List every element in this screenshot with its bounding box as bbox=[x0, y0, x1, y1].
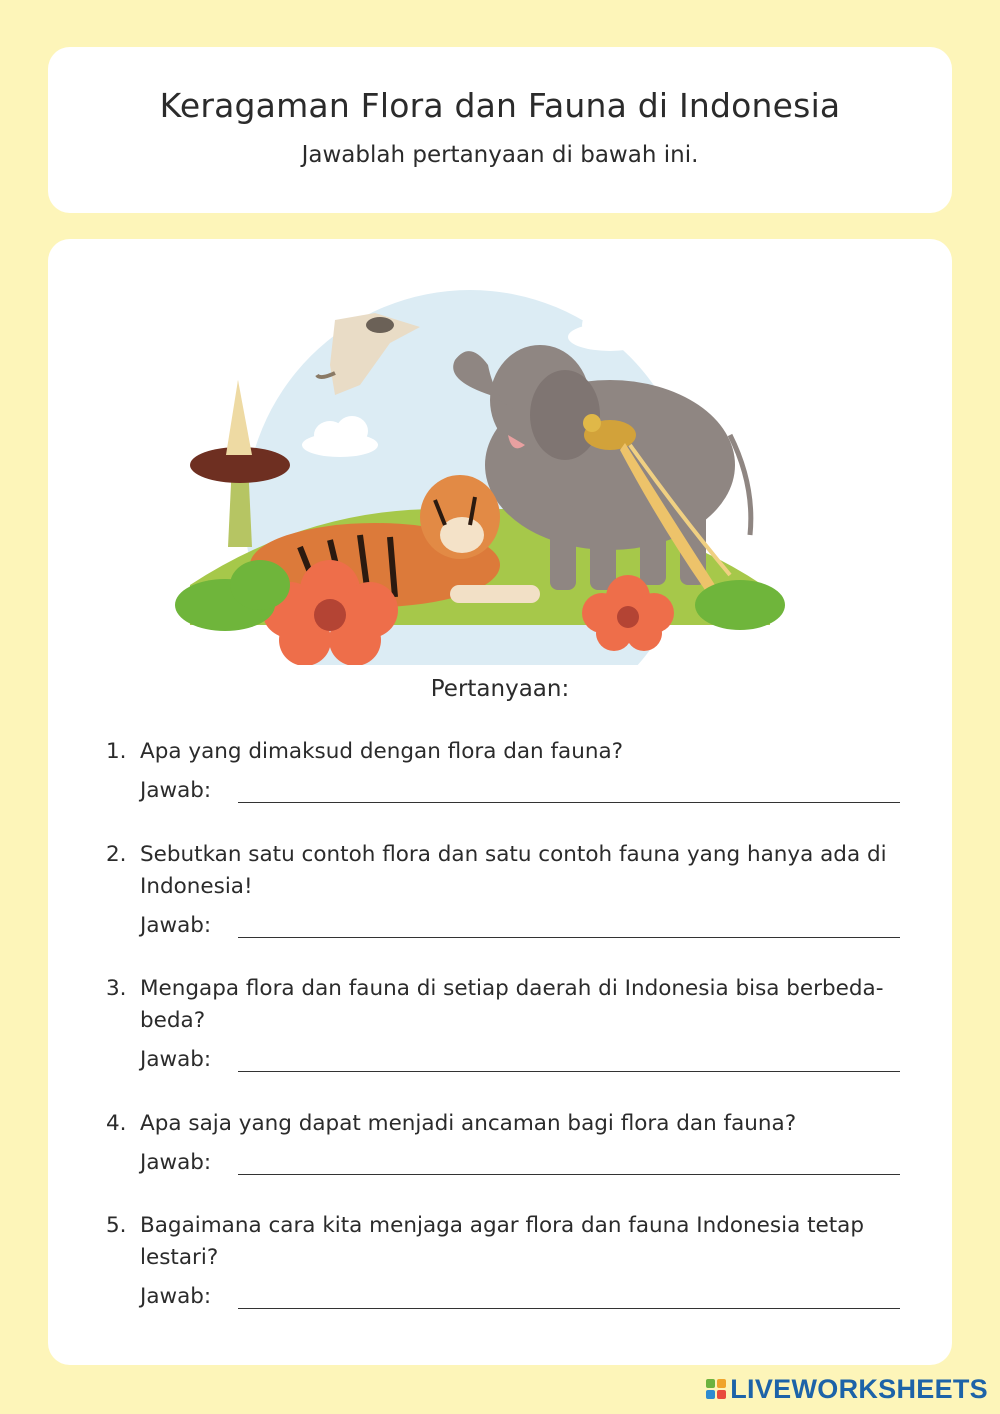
answer-field-4[interactable] bbox=[140, 1150, 900, 1180]
questions-heading: Pertanyaan: bbox=[430, 676, 570, 702]
answer-field-3[interactable] bbox=[140, 1047, 900, 1077]
page-title: Keragaman Flora dan Fauna di Indonesia bbox=[159, 86, 841, 125]
answer-label: Jawab: bbox=[140, 913, 212, 938]
answer-line[interactable] bbox=[238, 937, 900, 938]
header-card bbox=[48, 47, 952, 213]
question-number: 3. bbox=[106, 976, 127, 1001]
answer-label: Jawab: bbox=[140, 1284, 212, 1309]
question-text: Mengapa flora dan fauna di setiap daerah di Indonesia bisa berbeda-beda? bbox=[140, 976, 884, 1033]
question-number: 2. bbox=[106, 842, 127, 867]
indonesian-wildlife-illustration bbox=[170, 285, 790, 665]
answer-field-5[interactable] bbox=[140, 1284, 900, 1314]
question-number: 5. bbox=[106, 1213, 127, 1238]
answer-line[interactable] bbox=[238, 1308, 900, 1309]
logo-squares-icon bbox=[706, 1379, 726, 1399]
answer-field-2[interactable] bbox=[140, 913, 900, 943]
answer-line[interactable] bbox=[238, 802, 900, 803]
answer-line[interactable] bbox=[238, 1174, 900, 1175]
question-text: Bagaimana cara kita menjaga agar flora dan fauna Indonesia tetap lestari? bbox=[140, 1213, 865, 1270]
question-text: Apa saja yang dapat menjadi ancaman bagi flora dan fauna? bbox=[140, 1111, 797, 1136]
question-number: 4. bbox=[106, 1111, 127, 1136]
answer-label: Jawab: bbox=[140, 778, 212, 803]
answer-label: Jawab: bbox=[140, 1047, 212, 1072]
logo-text: LIVEWORKSHEETS bbox=[730, 1373, 988, 1404]
liveworksheets-logo[interactable] bbox=[706, 1374, 988, 1404]
question-text: Apa yang dimaksud dengan flora dan fauna? bbox=[140, 739, 624, 764]
page-subtitle: Jawablah pertanyaan di bawah ini. bbox=[301, 142, 699, 168]
answer-field-1[interactable] bbox=[140, 778, 900, 808]
question-number: 1. bbox=[106, 739, 127, 764]
question-text: Sebutkan satu contoh flora dan satu contoh fauna yang hanya ada di Indonesia! bbox=[140, 842, 887, 899]
answer-line[interactable] bbox=[238, 1071, 900, 1072]
answer-label: Jawab: bbox=[140, 1150, 212, 1175]
